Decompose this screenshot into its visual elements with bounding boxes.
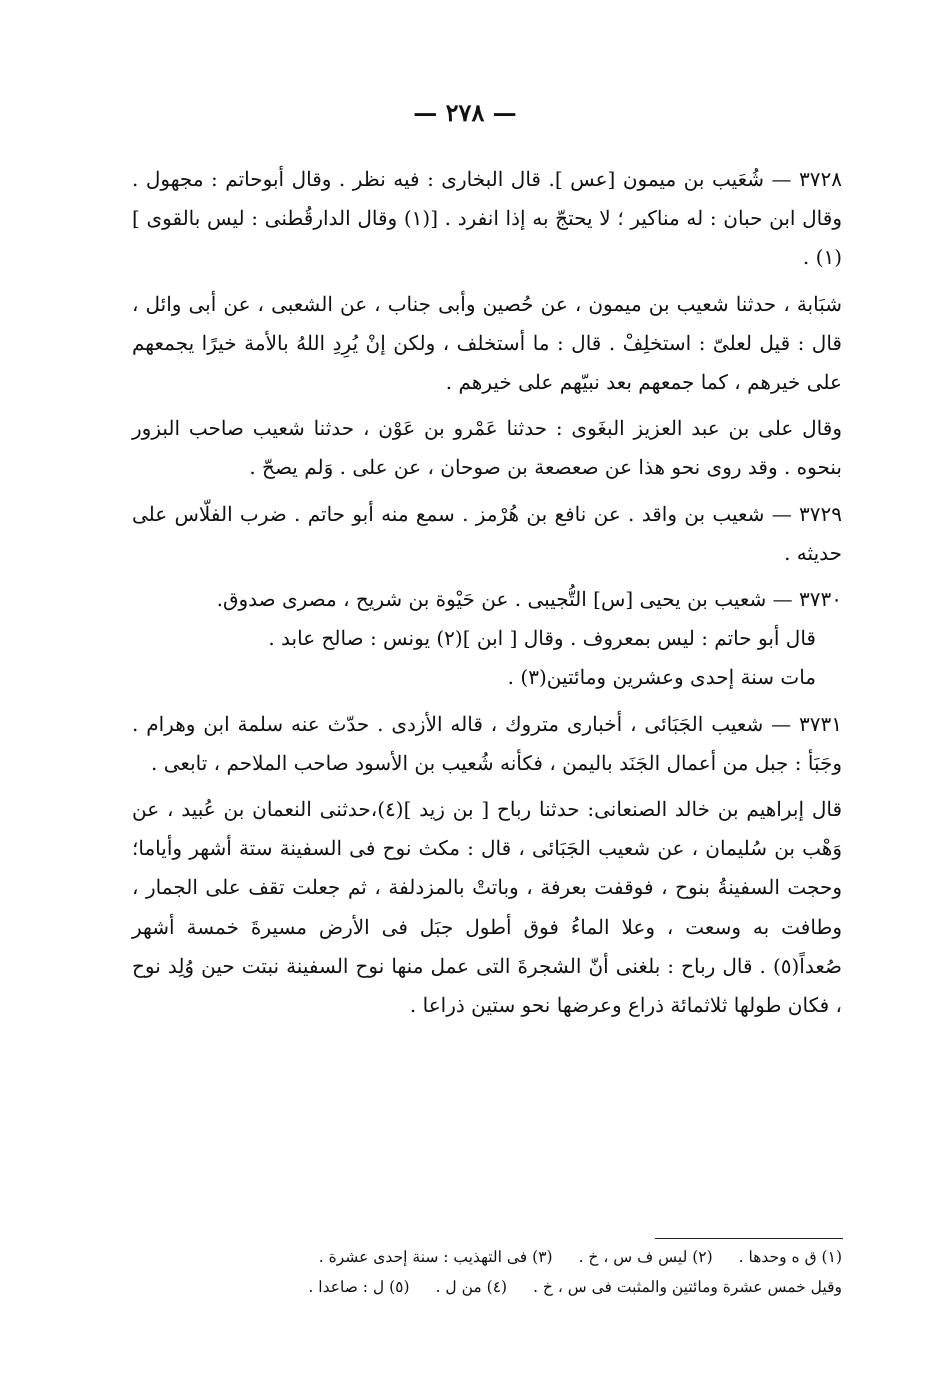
footnote-divider: [655, 1238, 843, 1239]
narration-baghawi: وقال على بن عبد العزيز البغَوى : حدثنا عَمْرو بن عَوْن ، حدثنا شعيب صاحب البزور بنحوه . وقد روى نحو هذا عن صعصعة بن صوحان ، عن على . وَلم يصحّ .: [132, 416, 842, 480]
entry-3730-abu-hatim: قال أبو حاتم : ليس بمعروف . وقال [ ابن ](٢) يونس : صالح عابد .: [268, 626, 816, 651]
footnote-4: (٤) من ل .: [435, 1278, 508, 1296]
narration-ibrahim: قال إبراهيم بن خالد الصنعانى: حدثنا رباح [ بن زيد ](٤)،حدثنى النعمان بن عُبيد ، عن وَهْب بن سُليمان ، عن شعيب الجَبَائى ، قال : مكث نوح فى السفينة ستة أشهر وأياما؛ وحجت السفينةُ بنوح ، فوقفت بعرفة ، وباتتْ بالمزدلفة ، ثم جعلت تقف على الجمار ، وطافت به وسعت ، وعلا الماءُ فوق أطول جبَل فى الأرض مسيرةَ خمسة أشهر صُعداً(٥) . قال رباح : بلغنى أنّ الشجرةَ التى عمل منها نوح السفينة نبتت حين وُلِد نوح ، فكان طولها ثلاثمائة ذراع وعرضها نحو ستين ذراعا .: [132, 797, 842, 1018]
entry-3731: ٣٧٣١ — شعيب الجَبَائى ، أخبارى متروك ، قاله الأزدى . حدّث عنه سلمة ابن وهرام . وجَبَأ : جبل من أعمال الجَنَد باليمن ، فكأنه شُعيب بن الأسود صاحب الملاحم ، تابعى .: [132, 711, 842, 775]
entry-3728: ٣٧٢٨ — شُعَيب بن ميمون [عس ]. قال البخارى : فيه نظر . وقال أبوحاتم : مجهول . وقال ابن حبان : له مناكير ؛ لا يحتجّ به إذا انفرد . [(١) وقال الدارقُطنى : ليس بالقوى ](١) .: [132, 167, 842, 270]
page-number: — ٢٧٨ —: [413, 98, 517, 127]
footnote-line-1: [132, 1242, 842, 1272]
footnote-line-2: [132, 1272, 842, 1302]
footnote-5: (٥) ل : صاعدا .: [308, 1278, 410, 1296]
entry-3729: ٣٧٢٩ — شعيب بن واقد . عن نافع بن هُرْمز . سمع منه أبو حاتم . ضرب الفلّاس على حديثه .: [132, 501, 842, 565]
narration-shababa: شبَابة ، حدثنا شعيب بن ميمون ، عن حُصين وأبى جناب ، عن الشعبى ، عن أبى وائل ، قال : قيل لعلىّ : استخلِفْ . قال : ما أستخلف ، ولكن إنْ يُرِدِ اللهُ بالأمة خيرًا يجمعهم على خيرهم ، كما جمعهم بعد نبيّهم على خيرهم .: [132, 291, 843, 395]
main-text: [132, 160, 842, 1032]
footnote-1: (١) ق ه وحدها .: [738, 1248, 842, 1266]
footnote-3-continued: وقيل خمس عشرة ومائتين والمثبت فى س ، خ .: [533, 1278, 842, 1296]
entry-3730: ٣٧٣٠ — شعيب بن يحيى [س] التُّجيبى . عن حَيْوة بن شريح ، مصرى صدوق.: [216, 587, 842, 612]
footnotes: [132, 1242, 842, 1302]
entry-3730-death: مات سنة إحدى وعشرين ومائتين(٣) .: [507, 665, 816, 690]
footnote-3: (٣) فى التهذيب : سنة إحدى عشرة .: [318, 1248, 553, 1266]
footnote-2: (٢) ليس ف س ، خ .: [578, 1248, 713, 1266]
